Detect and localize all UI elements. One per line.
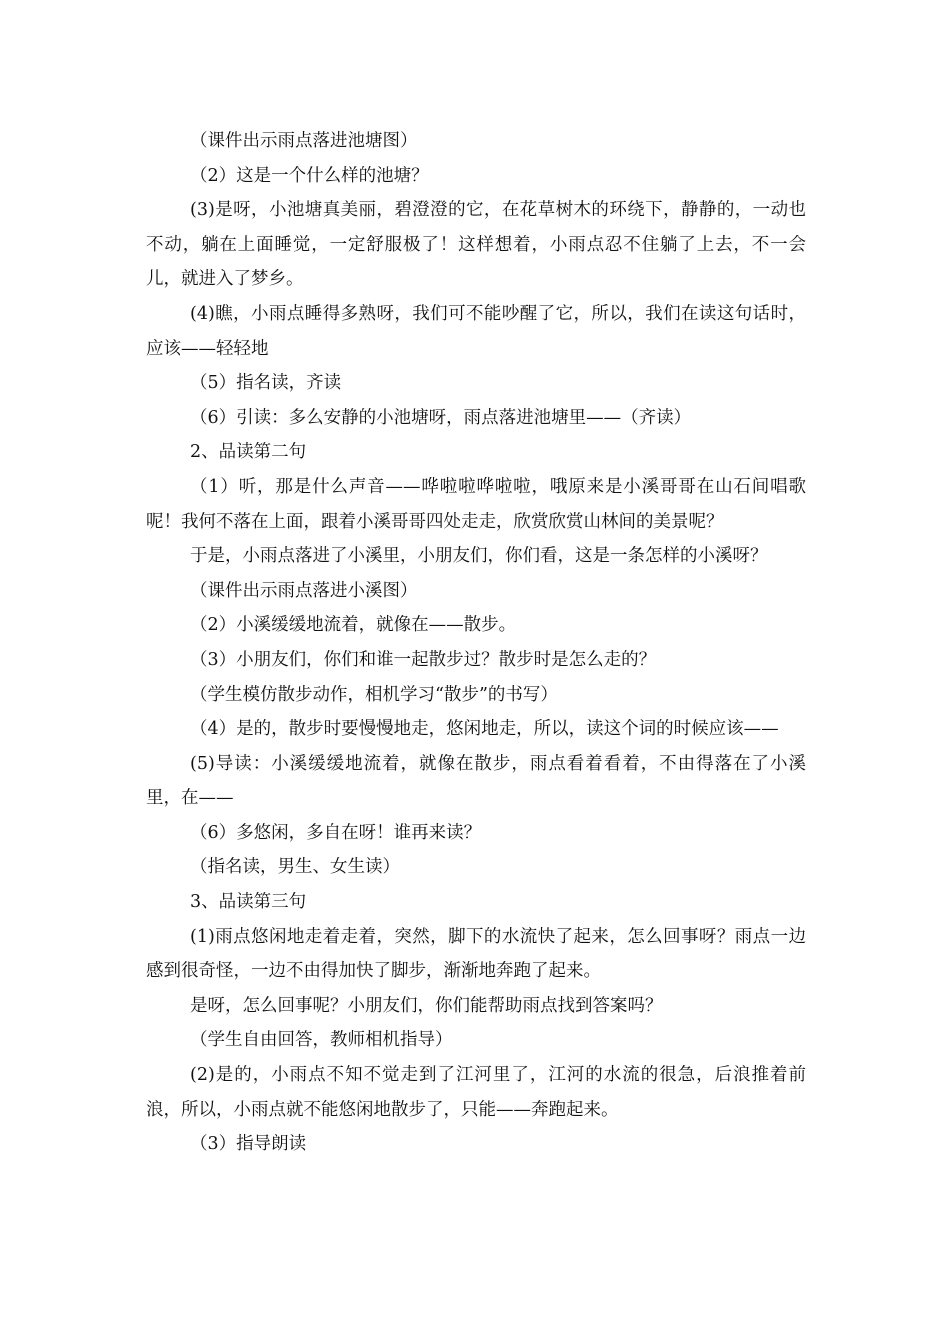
paragraph: （6）多悠闲，多自在呀！谁再来读？ (190, 822, 482, 843)
paragraph: （指名读，男生、女生读） (190, 857, 400, 878)
paragraph: （课件出示雨点落进小溪图） (190, 580, 418, 601)
paragraph: （3）指导朗读 (190, 1134, 307, 1155)
paragraph: （课件出示雨点落进池塘图） (190, 131, 418, 151)
paragraph: (5)导读：小溪缓缓地流着，就像在散步，雨点看着看着，不由得落在了小溪里，在—— (146, 753, 806, 809)
paragraph: （学生自由回答，教师相机指导） (190, 1030, 453, 1051)
paragraph: （4）是的，散步时要慢慢地走，悠闲地走，所以，读这个词的时候应该—— (190, 719, 779, 740)
paragraph: (4)瞧，小雨点睡得多熟呀，我们可不能吵醒了它，所以，我们在读这句话时，应该——轻轻地 (146, 303, 806, 359)
paragraph: (2)是的，小雨点不知不觉走到了江河里了，江河的水流的很急，后浪推着前浪，所以，小雨点就不能悠闲地散步了，只能——奔跑起来。 (146, 1065, 806, 1120)
paragraph: （3）小朋友们，你们和谁一起散步过？散步时是怎么走的？ (190, 649, 657, 670)
paragraph: 于是，小雨点落进了小溪里，小朋友们，你们看，这是一条怎样的小溪呀？ (190, 546, 768, 567)
paragraph: (1)雨点悠闲地走着走着，突然，脚下的水流快了起来，怎么回事呀？雨点一边感到很奇怪，一边不由得加快了脚步，渐渐地奔跑了起来。 (146, 926, 806, 982)
paragraph: (3)是呀，小池塘真美丽，碧澄澄的它，在花草树木的环绕下，静静的，一动也不动，躺在上面睡觉，一定舒服极了！这样想着，小雨点忍不住躺了上去，不一会儿，就进入了梦乡。 (146, 200, 806, 290)
section-heading: 2、品读第二句 (190, 442, 307, 463)
paragraph: （5）指名读，齐读 (190, 373, 342, 394)
paragraph: （学生模仿散步动作，相机学习“散步”的书写） (190, 684, 558, 705)
section-heading: 3、品读第三句 (190, 892, 307, 913)
paragraph: （2）小溪缓缓地流着，就像在——散步。 (190, 615, 517, 636)
document-body (146, 124, 806, 1162)
paragraph: （2）这是一个什么样的池塘？ (190, 165, 429, 186)
paragraph: （1）听，那是什么声音——哗啦啦哗啦啦，哦原来是小溪哥哥在山石间唱歌呢！我何不落在上面，跟着小溪哥哥四处走走，欣赏欣赏山林间的美景呢？ (146, 476, 806, 532)
paragraph: （6）引读：多么安静的小池塘呀，雨点落进池塘里——（齐读） (190, 407, 692, 428)
paragraph: 是呀，怎么回事呢？小朋友们，你们能帮助雨点找到答案吗？ (190, 995, 663, 1016)
